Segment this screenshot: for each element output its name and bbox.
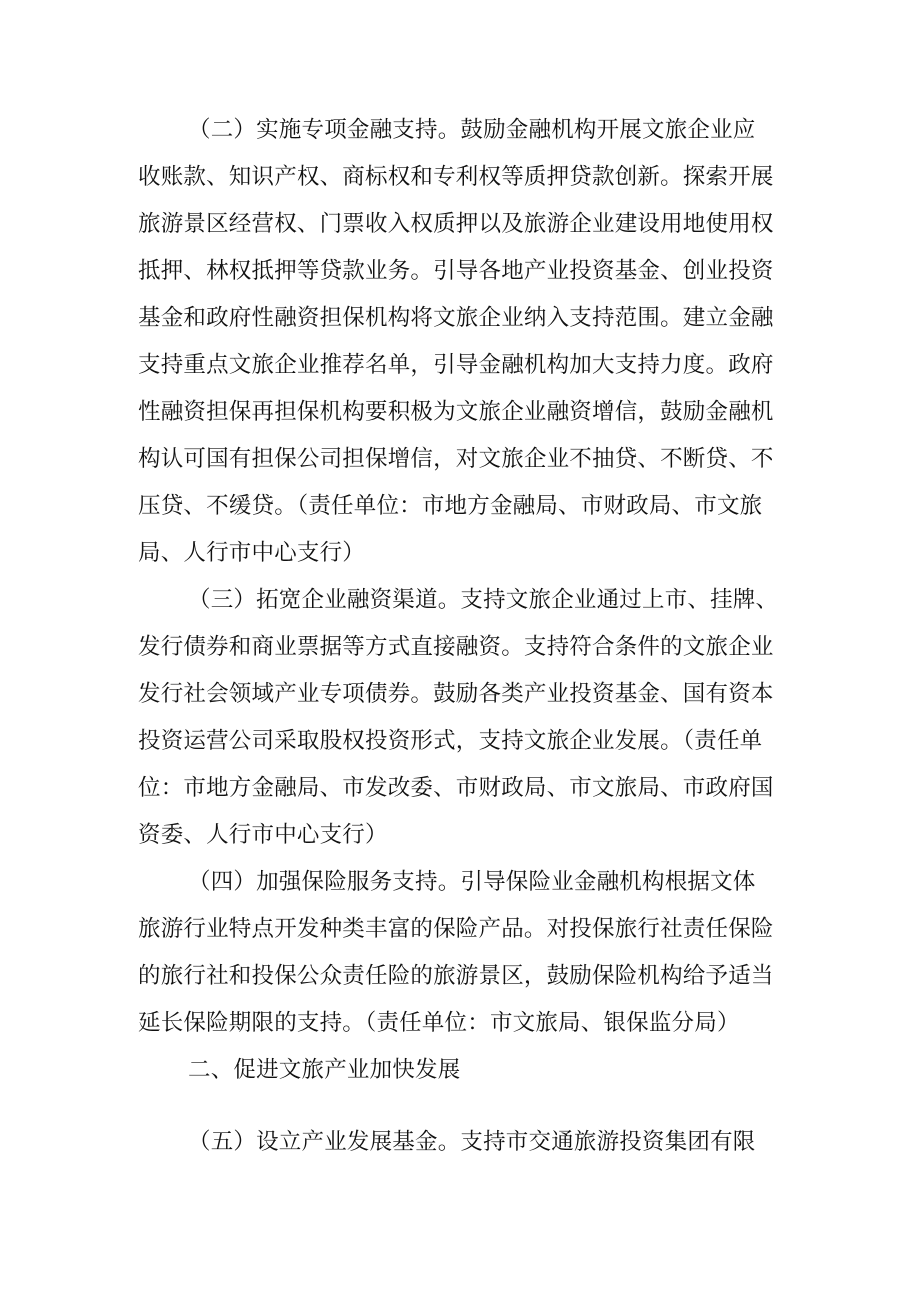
paragraph-2-line-6: 支持重点文旅企业推荐名单，引导金融机构加大支持力度。政府 bbox=[138, 352, 774, 378]
paragraph-3-line-1: （三）拓宽企业融资渠道。支持文旅企业通过上市、挂牌、 bbox=[188, 587, 779, 613]
paragraph-2-line-5: 基金和政府性融资担保机构将文旅企业纳入支持范围。建立金融 bbox=[138, 305, 774, 331]
paragraph-4-line-2: 旅游行业特点开发种类丰富的保险产品。对投保旅行社责任保险 bbox=[138, 916, 774, 942]
section-heading: 二、促进文旅产业加快发展 bbox=[188, 1057, 461, 1083]
paragraph-2-line-10: 局、人行市中心支行） bbox=[138, 540, 366, 566]
paragraph-3-line-2: 发行债券和商业票据等方式直接融资。支持符合条件的文旅企业 bbox=[138, 634, 774, 660]
paragraph-3-line-5: 位：市地方金融局、市发改委、市财政局、市文旅局、市政府国 bbox=[138, 775, 774, 801]
paragraph-2-line-4: 抵押、林权抵押等贷款业务。引导各地产业投资基金、创业投资 bbox=[138, 258, 774, 284]
paragraph-3-line-4: 投资运营公司采取股权投资形式，支持文旅企业发展。（责任单 bbox=[138, 728, 763, 754]
paragraph-3-line-3: 发行社会领域产业专项债券。鼓励各类产业投资基金、国有资本 bbox=[138, 681, 774, 707]
paragraph-2-line-2: 收账款、知识产权、商标权和专利权等质押贷款创新。探索开展 bbox=[138, 164, 774, 190]
paragraph-2-line-3: 旅游景区经营权、门票收入权质押以及旅游企业建设用地使用权 bbox=[138, 211, 774, 237]
paragraph-2-line-9: 压贷、不缓贷。（责任单位：市地方金融局、市财政局、市文旅 bbox=[138, 493, 763, 519]
paragraph-2-line-1: （二）实施专项金融支持。鼓励金融机构开展文旅企业应 bbox=[188, 117, 756, 143]
paragraph-2-line-8: 构认可国有担保公司担保增信，对文旅企业不抽贷、不断贷、不 bbox=[138, 446, 774, 472]
paragraph-2-line-7: 性融资担保再担保机构要积极为文旅企业融资增信，鼓励金融机 bbox=[138, 399, 774, 425]
paragraph-4-line-3: 的旅行社和投保公众责任险的旅游景区，鼓励保险机构给予适当 bbox=[138, 963, 774, 989]
paragraph-4-line-1: （四）加强保险服务支持。引导保险业金融机构根据文体 bbox=[188, 869, 756, 895]
paragraph-5-line-1: （五）设立产业发展基金。支持市交通旅游投资集团有限 bbox=[188, 1129, 756, 1155]
paragraph-4-line-4: 延长保险期限的支持。（责任单位：市文旅局、银保监分局） bbox=[138, 1010, 740, 1036]
paragraph-3-line-6: 资委、人行市中心支行） bbox=[138, 822, 388, 848]
